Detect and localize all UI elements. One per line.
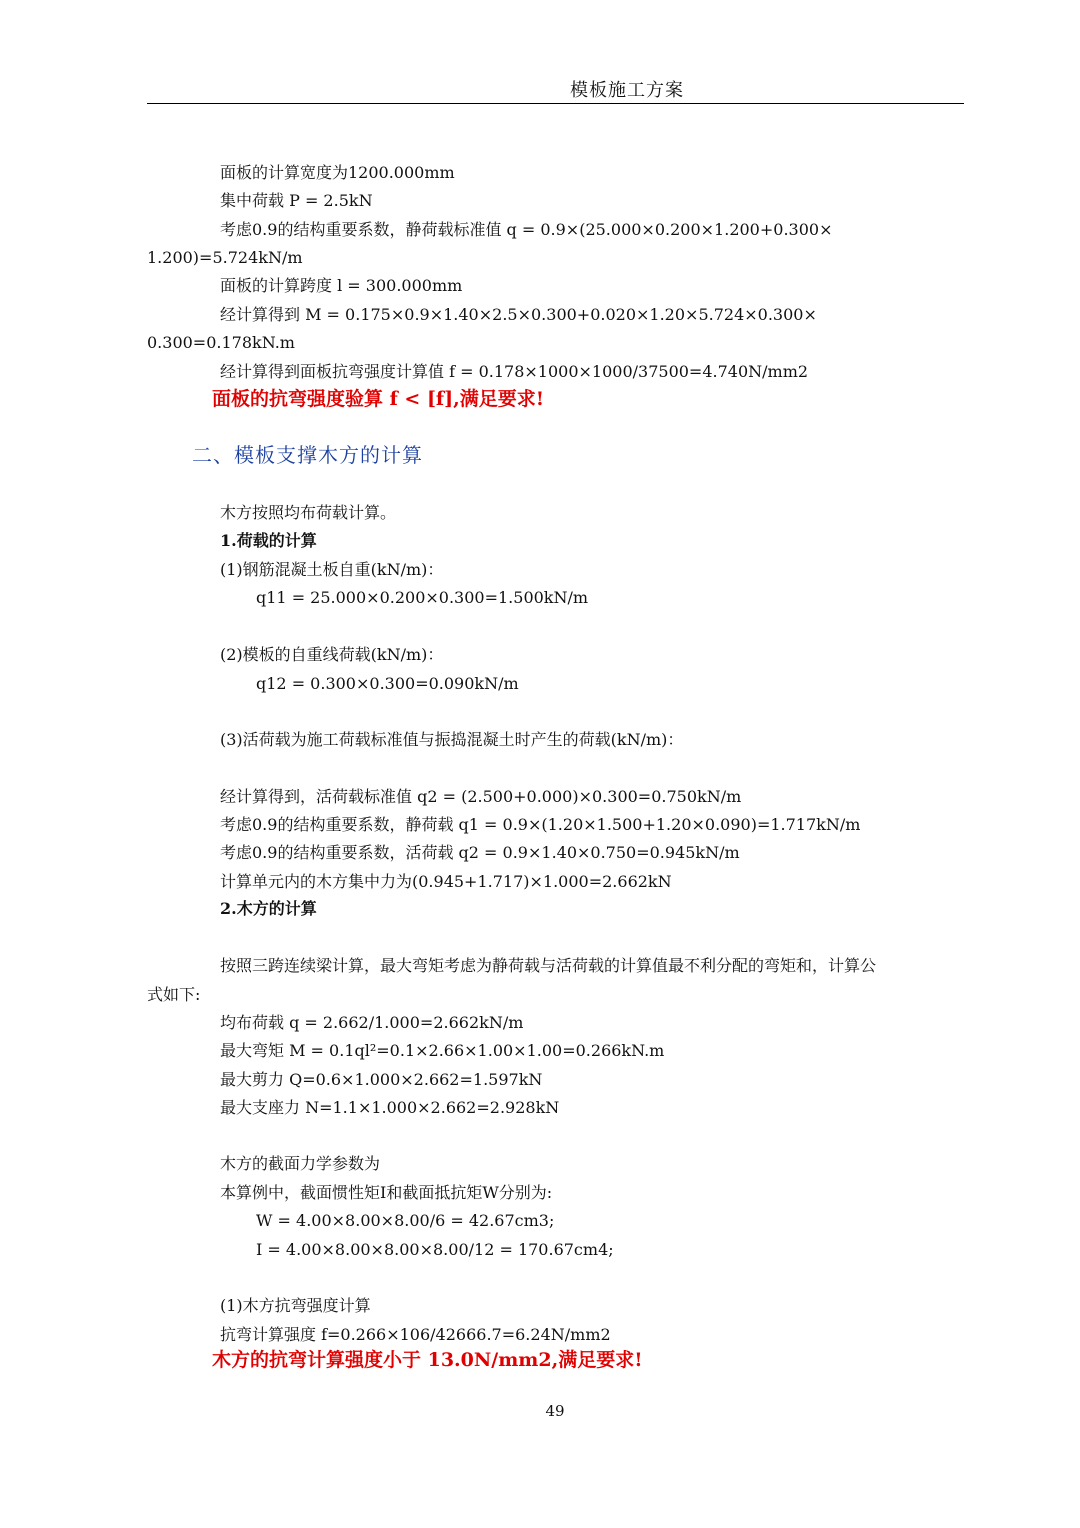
section-heading: 二、模板支撑木方的计算 [192,443,423,467]
text-line: 考虑0.9的结构重要系数，静荷载 q1 = 0.9×(1.20×1.500+1.20×0.090)=1.717kN/m [220,815,861,834]
header-divider [147,103,964,104]
text-line: 木方按照均布荷载计算。 [220,503,397,522]
check-result-panel: 木方的抗弯计算强度小于 13.0N/mm2,满足要求! [212,1349,643,1371]
text-line: 均布荷载 q = 2.662/1.000=2.662kN/m [220,1013,524,1032]
text-line: 考虑0.9的结构重要系数，活荷载 q2 = 0.9×1.40×0.750=0.945kN/m [220,843,740,862]
page-header-title: 模板施工方案 [570,80,684,101]
text-line: 式如下: [147,985,201,1004]
check-result-panel: 面板的抗弯强度验算 f < [f],满足要求! [212,388,545,410]
text-line: 最大剪力 Q=0.6×1.000×2.662=1.597kN [220,1070,543,1089]
text-line: 最大支座力 N=1.1×1.000×2.662=2.928kN [220,1098,560,1117]
subsection-title: 2.木方的计算 [220,899,317,918]
text-line: 本算例中，截面惯性矩I和截面抵抗矩W分别为: [220,1183,553,1202]
text-line: 木方的截面力学参数为 [220,1154,381,1173]
text-line: 计算单元内的木方集中力为(0.945+1.717)×1.000=2.662kN [220,872,672,891]
formula-line: q12 = 0.300×0.300=0.090kN/m [256,674,519,693]
text-line: (1)钢筋混凝土板自重(kN/m)： [220,560,444,579]
text-line: 0.300=0.178kN.m [147,333,295,352]
text-line: 面板的计算跨度 l = 300.000mm [220,276,463,295]
text-line: 按照三跨连续梁计算，最大弯矩考虑为静荷载与活荷载的计算值最不利分配的弯矩和，计算公 [220,956,877,975]
text-line: (1)木方抗弯强度计算 [220,1296,371,1315]
text-line: 面板的计算宽度为1200.000mm [220,163,455,182]
text-line: 抗弯计算强度 f=0.266×106/42666.7=6.24N/mm2 [220,1325,611,1344]
text-line: 经计算得到 M = 0.175×0.9×1.40×2.5×0.300+0.020×1.20×5.724×0.300× [220,305,817,324]
formula-line: I = 4.00×8.00×8.00×8.00/12 = 170.67cm4; [256,1240,614,1259]
text-line: 1.200)=5.724kN/m [147,248,303,267]
text-line: 考虑0.9的结构重要系数，静荷载标准值 q = 0.9×(25.000×0.200×1.200+0.300× [220,220,833,239]
text-line: (2)模板的自重线荷载(kN/m)： [220,645,444,664]
text-line: (3)活荷载为施工荷载标准值与振捣混凝土时产生的荷载(kN/m)： [220,730,684,749]
text-line: 经计算得到面板抗弯强度计算值 f = 0.178×1000×1000/37500=4.740N/mm2 [220,362,809,381]
subsection-title: 1.荷载的计算 [220,531,317,550]
text-line: 最大弯矩 M = 0.1ql²=0.1×2.66×1.00×1.00=0.266kN.m [220,1041,665,1060]
page-number: 49 [545,1402,565,1420]
text-line: 集中荷载 P = 2.5kN [220,191,373,210]
formula-line: W = 4.00×8.00×8.00/6 = 42.67cm3; [256,1211,555,1230]
formula-line: q11 = 25.000×0.200×0.300=1.500kN/m [256,588,589,607]
text-line: 经计算得到，活荷载标准值 q2 = (2.500+0.000)×0.300=0.750kN/m [220,787,742,806]
